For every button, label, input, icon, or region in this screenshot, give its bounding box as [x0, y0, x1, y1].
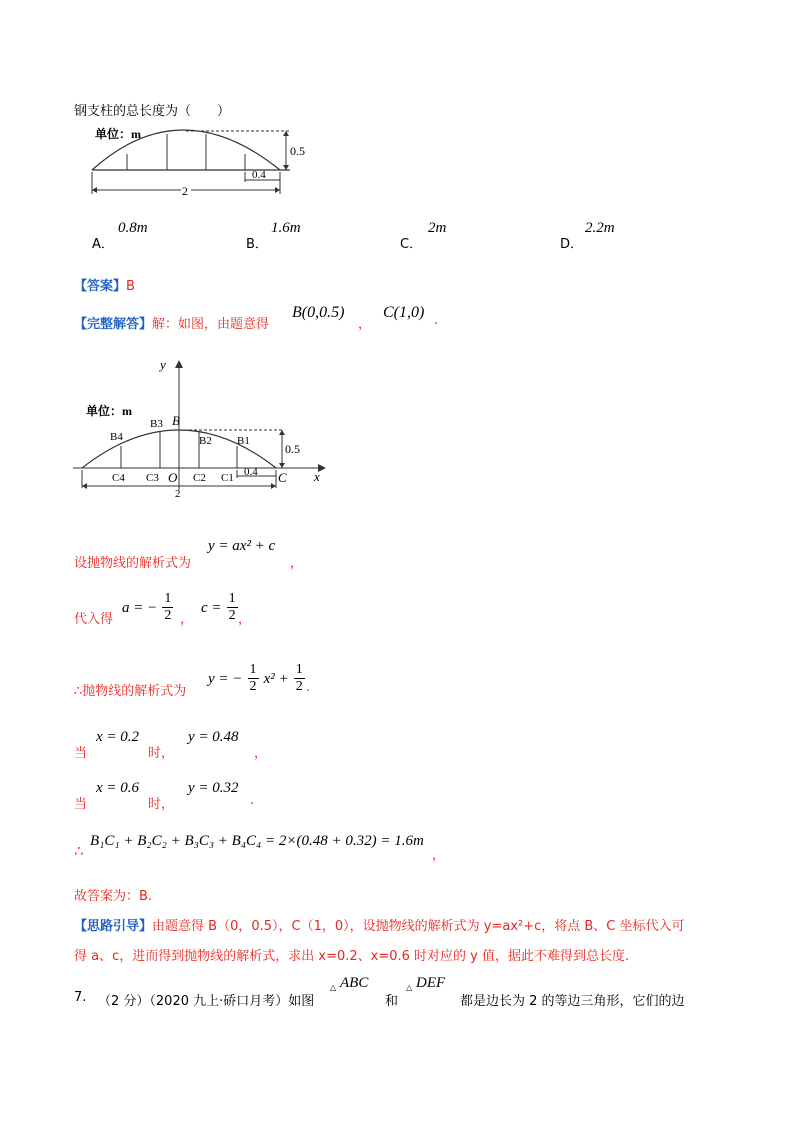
hint-line-1: 【思路引导】由题意得 B（0，0.5），C（1，0），设抛物线的解析式为 y=ax²+c，将点 B、C 坐标代入可	[74, 919, 685, 934]
label-b2: B2	[199, 435, 212, 447]
label-c4: C4	[112, 472, 125, 484]
point-c: C(1,0)	[383, 304, 425, 321]
q7-rest: 都是边长为 2 的等边三角形，它们的边	[460, 994, 685, 1009]
step6-formula: B₁C₁ + B₂C₂ + B₃C₃ + B₄C₄ = 2×(0.48 + 0.32) = 1.6m	[90, 833, 424, 849]
option-c-value: 2m	[428, 220, 447, 236]
span-label: 2	[175, 488, 181, 500]
q7-number: 7.	[74, 990, 87, 1005]
solution-tag: 【完整解答】	[74, 317, 153, 332]
height-arrow-top	[283, 131, 289, 136]
option-c-letter: C．	[400, 237, 423, 252]
label-b1: B1	[237, 435, 250, 447]
y-label: y	[160, 357, 166, 372]
answer-line	[74, 275, 135, 294]
option-b-value: 1.6m	[271, 220, 301, 236]
option-d-value: 2.2m	[585, 220, 615, 236]
step4-y: y = 0.48	[188, 729, 239, 745]
answer-tag: 【答案】	[74, 279, 127, 294]
span-arrow-right	[275, 187, 280, 193]
span-label: 2	[182, 184, 188, 198]
coordinate-diagram	[68, 352, 338, 500]
option-a-value: 0.8m	[118, 220, 148, 236]
hint-line-2: 得 a、c，进而得到抛物线的解析式，求出 x=0.2、x=0.6 时对应的 y 值，据此不难得到总长度.	[74, 949, 630, 964]
label-c1: C1	[221, 472, 234, 484]
height-arrow-bottom	[283, 165, 289, 170]
q7-meta: （2 分）（2020 九上·硚口月考）如图	[98, 994, 315, 1009]
step1-formula: y = ax² + c	[208, 538, 276, 554]
option-a-letter: A．	[92, 237, 114, 252]
fraction-half: $\frac{1}{2}$	[228, 591, 236, 623]
step3-text: ∴抛物线的解析式为	[74, 684, 187, 699]
label-c3: C3	[146, 472, 159, 484]
label-c2: C2	[193, 472, 206, 484]
step2-a: a = − $\frac{1}{2}$	[122, 591, 172, 623]
label-b3: B3	[150, 418, 163, 430]
span-arrow-left	[92, 187, 97, 193]
triangle-def: DEF	[416, 975, 446, 991]
segment-label: 0.4	[252, 169, 266, 181]
step5-y: y = 0.32	[188, 780, 239, 796]
step3-formula: y = − $\frac{1}{2}$ x² + $\frac{1}{2}$	[208, 662, 303, 694]
unit-label: 单位：m	[95, 127, 141, 141]
x-label: x	[314, 469, 320, 484]
hint-tag: 【思路引导】	[74, 919, 153, 934]
height-label: 0.5	[285, 442, 300, 456]
step2-text: 代入得	[74, 612, 114, 627]
y-axis-arrow	[175, 360, 183, 368]
fraction-half: $\frac{1}{2}$	[295, 662, 303, 694]
label-b4: B4	[110, 431, 123, 443]
step1-text: 设抛物线的解析式为	[74, 556, 192, 571]
triangle-abc: ABC	[340, 975, 369, 991]
solution-intro: 【完整解答】解：如图，由题意得	[74, 317, 270, 332]
step4-x: x = 0.2	[96, 729, 140, 745]
conclusion: 故答案为：B.	[74, 889, 153, 904]
label-c: C	[278, 470, 287, 485]
segment-label: 0.4	[244, 466, 258, 478]
question-stem: 钢支柱的总长度为（ ）	[74, 104, 231, 119]
fraction-half: $\frac{1}{2}$	[164, 591, 172, 623]
height-label: 0.5	[290, 144, 305, 158]
option-b-letter: B．	[246, 237, 268, 252]
fraction-half: $\frac{1}{2}$	[249, 662, 257, 694]
arch-diagram-1	[85, 122, 325, 204]
label-o: O	[168, 470, 178, 485]
point-b: B(0,0.5)	[292, 304, 345, 321]
option-d-letter: D．	[560, 237, 584, 252]
answer-value: B	[126, 279, 135, 294]
step5-x: x = 0.6	[96, 780, 140, 796]
label-b: B	[172, 413, 180, 428]
step2-c: c = $\frac{1}{2}$	[201, 591, 236, 623]
unit-label: 单位：m	[86, 404, 132, 418]
